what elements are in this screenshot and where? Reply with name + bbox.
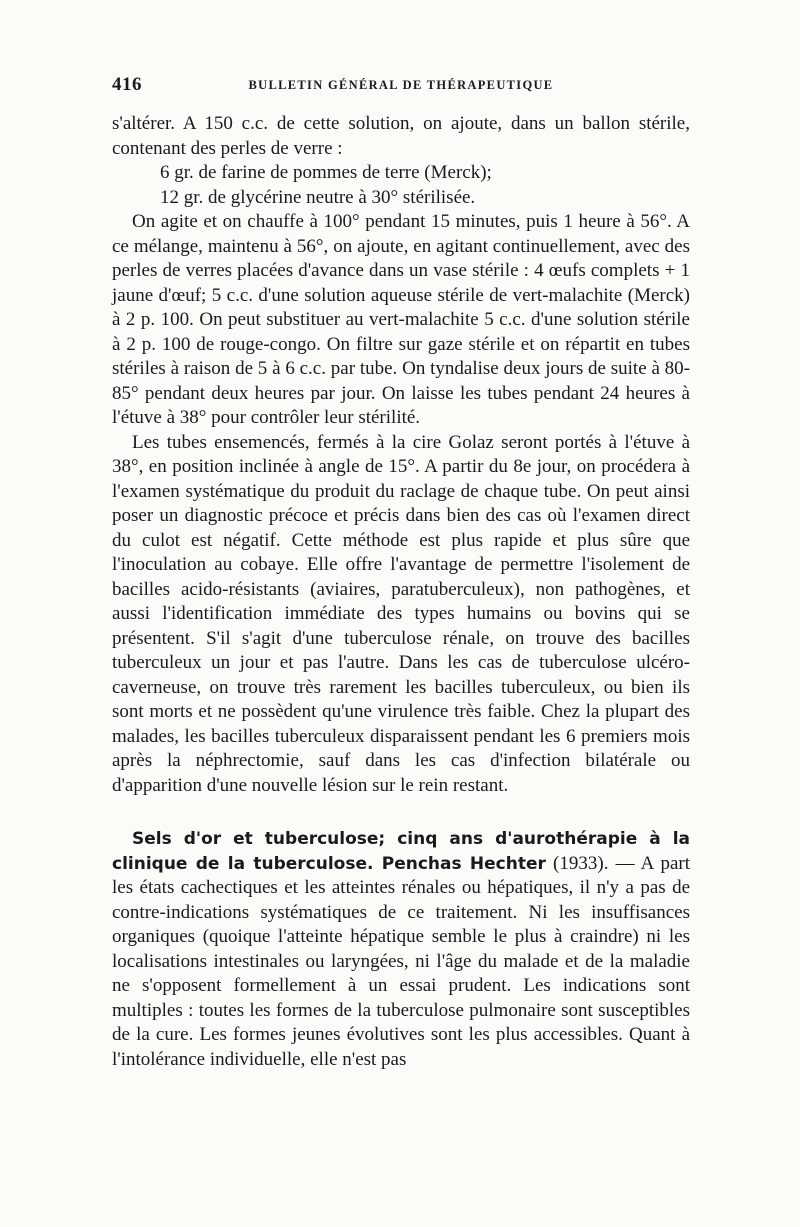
- paragraph-preparation: On agite et on chauffe à 100° pendant 15 minutes, puis 1 heure à 56°. A ce mélange, maintenu à 56°, on ajoute, en agitant continuellement, avec des perles de verres placées d'avance dans un vase stérile : 4 œufs complets + 1 jaune d'œuf; 5 c.c. d'une solution aqueuse stérile de vert-malachite (Merck) à 2 p. 100. On peut substituer au vert-malachite 5 c.c. d'une solution stérile à 2 p. 100 de rouge-congo. On filtre sur gaze stérile et on répartit en tubes stériles à raison de 5 à 6 c.c. par tube. On tyndalise deux jours de suite à 80-85° pendant deux heures par jour. On laisse les tubes pendant 24 heures à l'étuve à 38° pour contrôler leur stérilité.: [112, 211, 690, 428]
- section-body: — A part les états cachectiques et les atteintes rénales ou hépatiques, il n'y a pas de contre-indications systématiques de ce traitement. Ni les insuffisances organiques (quoique l'atteinte hépatique semble le plus à craindre) ni les localisations intestinales ou laryngées, ni l'âge du malade et de la maladie ne s'opposent formellement à un essai prudent. Les indications sont multiples : toutes les formes de la tuberculose pulmonaire sont susceptibles de la cure. Les formes jeunes évolutives sont les plus accessibles. Quant à l'intolérance individuelle, elle n'est pas: [112, 852, 691, 1070]
- paragraph-continuation: s'altérer. A 150 c.c. de cette solution, on ajoute, dans un ballon stérile, contenant des perles de verre :: [112, 113, 690, 159]
- body-text: [112, 112, 690, 1072]
- page-header: [112, 74, 690, 98]
- section-heading: Sels d'or et tuberculose; cinq ans d'aurothérapie à la clinique de la tuberculose. Penchas Hechter: [112, 829, 690, 874]
- ingredient-list: [112, 161, 690, 210]
- page-number: 416: [112, 74, 142, 95]
- running-title: BULLETIN GÉNÉRAL DE THÉRAPEUTIQUE: [248, 78, 554, 92]
- section-year: (1933).: [553, 852, 609, 874]
- list-item: 6 gr. de farine de pommes de terre (Merck);: [160, 162, 492, 183]
- paragraph-culture: Les tubes ensemencés, fermés à la cire Golaz seront portés à l'étuve à 38°, en position inclinée à angle de 15°. A partir du 8e jour, on procédera à l'examen systématique du produit du raclage de chaque tube. On peut ainsi poser un diagnostic précoce et précis dans bien des cas où l'examen direct du culot est négatif. Cette méthode est plus rapide et plus sûre que l'inoculation au cobaye. Elle offre l'avantage de permettre l'isolement de bacilles acido-résistants (aviaires, paratuberculeux), non pathogènes, et aussi l'identification immédiate des types humains ou bovins qui se présentent. S'il s'agit d'une tuberculose rénale, on trouve des bacilles tuberculeux un jour et pas l'autre. Dans les cas de tuberculose ulcéro-caverneuse, on trouve très rarement les bacilles tuberculeux, ou bien ils sont morts et ne possèdent qu'une virulence très faible. Chez la plupart des malades, les bacilles tuberculeux disparaissent pendant les 6 premiers mois après la néphrectomie, sauf dans les cas d'infection bilatérale ou d'apparition d'une nouvelle lésion sur le rein restant.: [112, 431, 690, 796]
- section-gold-salts: [112, 827, 690, 1072]
- list-item: 12 gr. de glycérine neutre à 30° stérilisée.: [160, 186, 476, 208]
